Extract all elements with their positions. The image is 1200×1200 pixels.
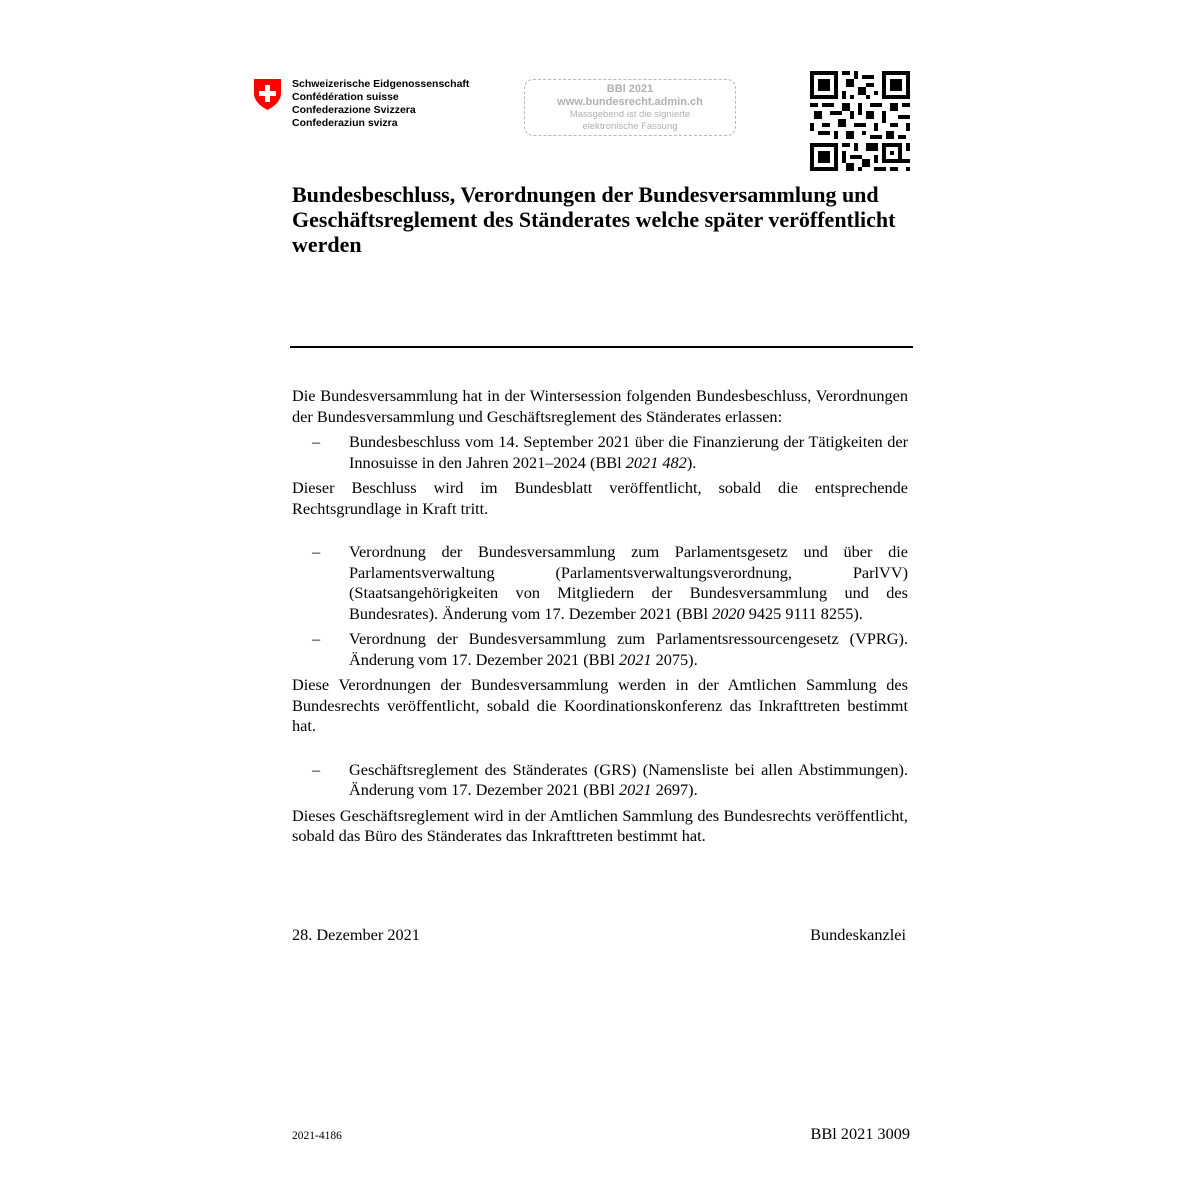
authority-line-it: Confederazione Svizzera	[292, 104, 416, 116]
item-text: Geschäftsreglement des Ständerates (GRS) (Namensliste bei allen Abstimmungen). Änderung vom 17. Dezember 2021 (BBl	[349, 759, 908, 799]
issuer-name: Bundeskanzlei	[810, 925, 906, 944]
decision-note: Dieser Beschluss wird im Bundesblatt veröffentlicht, sobald die entsprechende Rechtsgrundlage in Kraft tritt.	[292, 478, 908, 518]
item-reference: 2020	[712, 603, 745, 623]
regulation-note: Dieses Geschäftsreglement wird in der Amtlichen Sammlung des Bundesrechts veröffentlicht, sobald das Büro des Ständerates das Inkrafttreten bestimmt hat.	[292, 805, 908, 845]
list-dash: –	[312, 542, 321, 561]
signature-stamp	[524, 79, 736, 136]
intro-paragraph: Die Bundesversammlung hat in der Wintersession folgenden Bundesbeschluss, Verordnungen der Bundesversammlung und Geschäftsreglement des Ständerates erlassen:	[292, 386, 908, 426]
item-end: 2697).	[651, 780, 698, 799]
item-end: 9425 9111 8255).	[744, 603, 863, 623]
stamp-line-3: Massgebend ist die signierte	[569, 109, 691, 120]
item-reference: 2021	[618, 780, 652, 799]
list-dash: –	[312, 432, 321, 451]
item-end: 2075).	[651, 649, 698, 669]
item-end: ).	[686, 452, 697, 472]
item-text: Verordnung der Bundesversammlung zum Parlamentsressourcengesetz (VPRG). Änderung vom 17. Dezember 2021 (BBl	[349, 629, 908, 669]
item-text: Bundesbeschluss vom 14. September 2021 über die Finanzierung der Tätigkeiten der Innosuisse in den Jahren 2021–2024 (BBl	[349, 432, 908, 472]
list-item	[292, 629, 908, 670]
qr-code-icon	[810, 71, 910, 171]
list-item	[292, 432, 908, 473]
authority-names	[292, 78, 469, 130]
list-dash: –	[312, 629, 321, 648]
list-item	[292, 542, 908, 624]
federal-logo	[253, 78, 483, 138]
item-text: Verordnung der Bundesversammlung zum Parlamentsgesetz und über die Parlamentsverwaltung (Parlamentsverwaltungsverordnung, ParlVV) (Staatsangehörigkeiten von Mitgliedern der Bundesversammlung und des Bundesrates). Änderung vom 17. Dezember 2021 (BBl	[349, 542, 908, 623]
list-item	[292, 760, 908, 801]
ordinance-note: Diese Verordnungen der Bundesversammlung werden in der Amtlichen Sammlung des Bundesrechts veröffentlicht, sobald die Koordinationskonferenz das Inkrafttreten bestimmt hat.	[292, 675, 908, 735]
item-reference: 2021 482	[625, 452, 687, 472]
document-title: Bundesbeschluss, Verordnungen der Bundesversammlung und Geschäftsreglement des Ständerates welche später veröffentlicht werden	[292, 182, 896, 257]
publication-date: 28. Dezember 2021	[292, 925, 420, 944]
page-reference: BBl 2021 3009	[810, 1124, 910, 1143]
document-body	[292, 386, 908, 847]
title-divider	[290, 346, 913, 348]
item-reference: 2021	[618, 649, 652, 669]
swiss-cross-icon	[253, 78, 282, 111]
authority-line-rm: Confederaziun svizra	[292, 117, 398, 129]
stamp-line-2: www.bundesrecht.admin.ch	[557, 96, 703, 108]
authority-line-de: Schweizerische Eidgenossenschaft	[292, 78, 470, 90]
authority-line-fr: Confédération suisse	[292, 91, 399, 103]
stamp-line-4: elektronische Fassung	[582, 121, 678, 132]
stamp-line-1: BBl 2021	[606, 83, 654, 95]
document-number: 2021-4186	[292, 1130, 342, 1142]
list-dash: –	[312, 759, 321, 779]
